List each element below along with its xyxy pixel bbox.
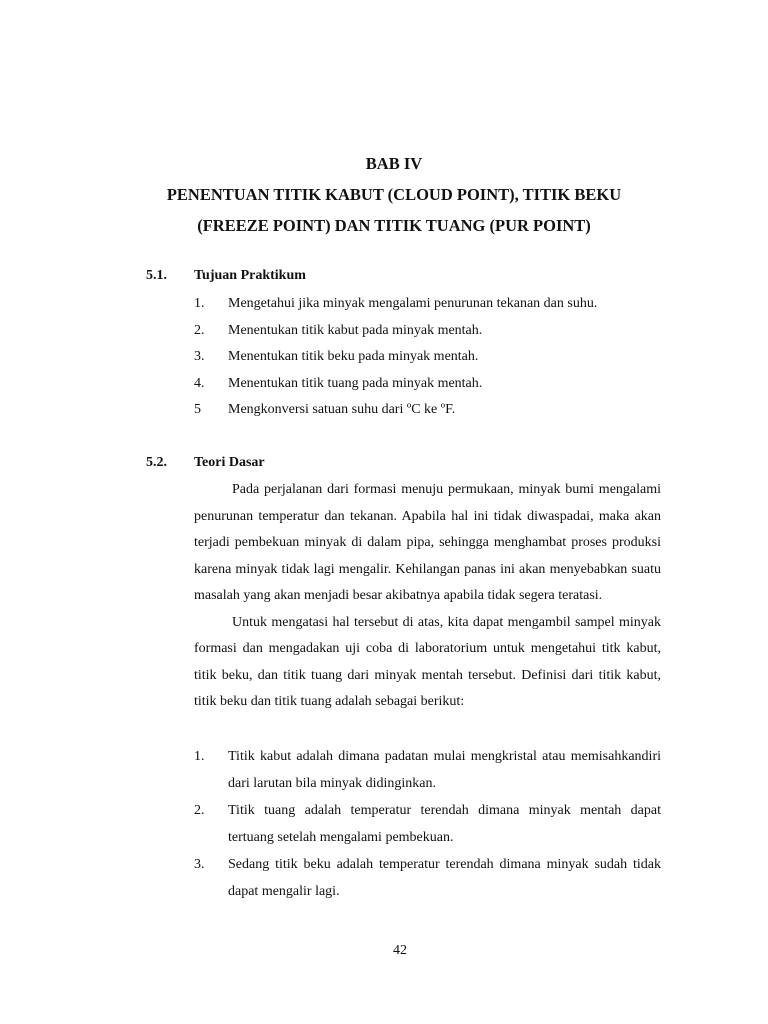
page-number: 42 — [393, 943, 407, 958]
section-2-number: 5.2. — [146, 455, 167, 470]
chapter-title-line-2: (FREEZE POINT) DAN TITIK TUANG (PUR POINT) — [197, 216, 591, 235]
paragraph: Untuk mengatasi hal tersebut di atas, kita dapat mengambil sampel minyak formasi dan mengadakan uji coba di laboratorium untuk mengetahui titk kabut, titik beku, dan titik tuang dari minyak mentah tersebut. Definisi dari titik kabut, titik beku dan titik tuang adalah sebagai berikut: — [194, 614, 661, 709]
list-item: 1. Titik kabut adalah dimana padatan mulai mengkristal atau memisahkandiri dari larutan bila minyak didinginkan. — [194, 749, 661, 791]
paragraph: Pada perjalanan dari formasi menuju permukaan, minyak bumi mengalami penurunan temperatur dan tekanan. Apabila hal ini tidak diwaspadai, maka akan terjadi pembekuan minyak di dalam pipa, sehingga menghambat proses produksi karena minyak tidak lagi mengalir. Kehilangan panas ini akan menyebabkan suatu masalah yang akan menjadi besar akibatnya apabila tidak segera teratasi. — [194, 482, 661, 603]
section-1-number: 5.1. — [146, 268, 167, 283]
section-1-title: Tujuan Praktikum — [194, 268, 306, 283]
list-item: 5 Mengkonversi satuan suhu dari ºC ke ºF. — [194, 402, 456, 417]
list-item: 4. Menentukan titik tuang pada minyak mentah. — [194, 375, 483, 391]
chapter-heading — [0, 148, 768, 241]
list-item: 3. Menentukan titik beku pada minyak mentah. — [194, 349, 479, 364]
list-item: 3. Sedang titik beku adalah temperatur terendah dimana minyak sudah tidak dapat mengalir lagi. — [194, 857, 661, 899]
list-item: 2. Menentukan titik kabut pada minyak mentah. — [194, 322, 483, 338]
list-item: 2. Titik tuang adalah temperatur terendah dimana minyak mentah dapat tertuang setelah mengalami pembekuan. — [194, 803, 661, 845]
chapter-title-line-1: PENENTUAN TITIK KABUT (CLOUD POINT), TITIK BEKU — [166, 185, 622, 204]
list-item: 1. Mengetahui jika minyak mengalami penurunan tekanan dan suhu. — [194, 296, 598, 311]
section-2-title: Teori Dasar — [194, 455, 265, 470]
definition-list — [194, 743, 661, 905]
aim-list — [194, 295, 661, 428]
chapter-label: BAB IV — [365, 154, 423, 173]
theory-body — [194, 477, 661, 716]
